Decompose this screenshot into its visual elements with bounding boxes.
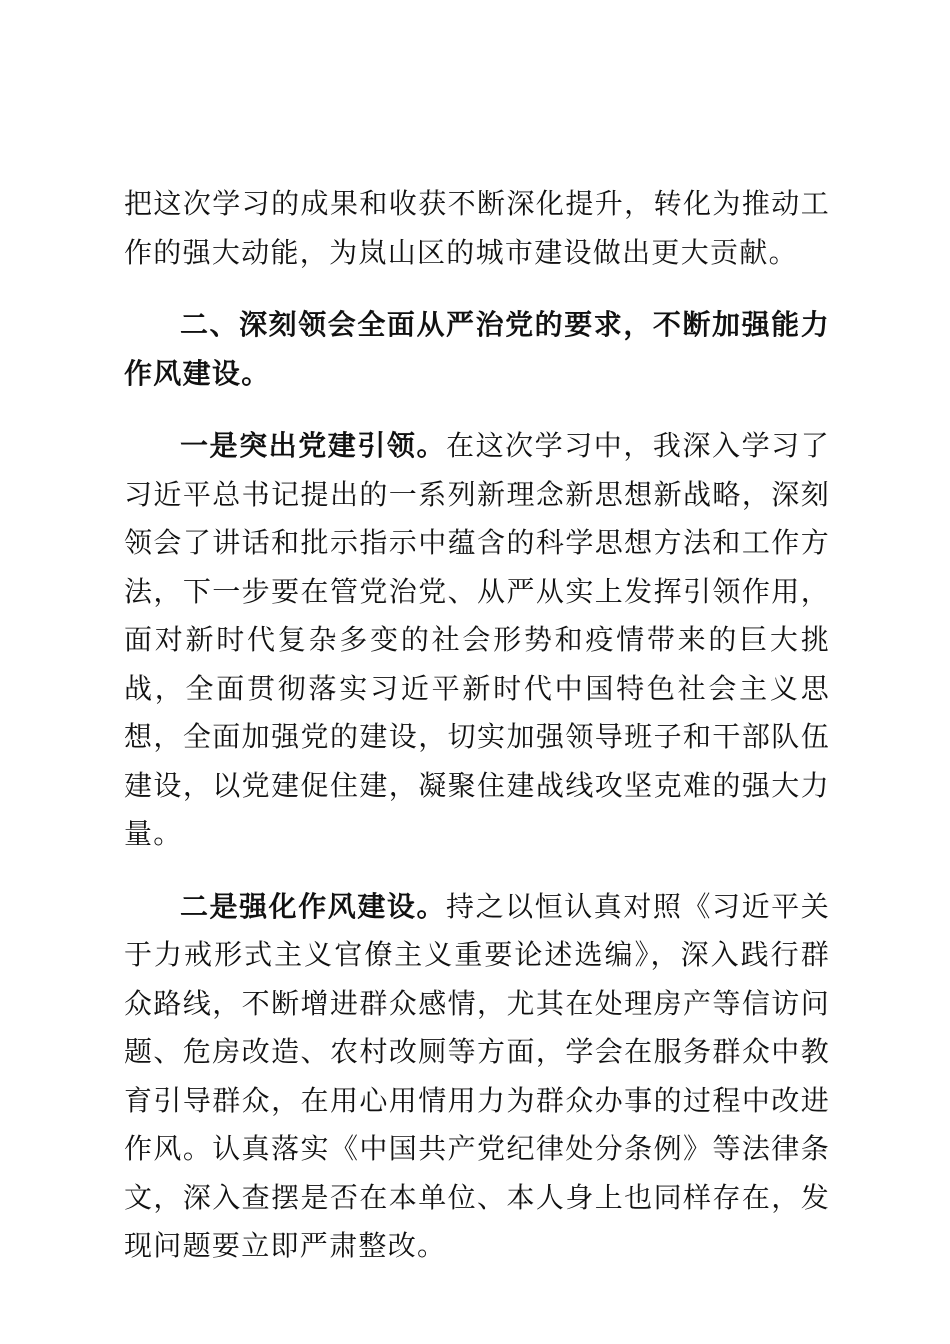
- paragraph-lead-work-style: 二是强化作风建设。: [180, 889, 447, 923]
- paragraph-body-party-building: 在这次学习中，我深入学习了习近平总书记提出的一系列新理念新思想新战略，深刻领会了讲话和批示指示中蕴含的科学思想方法和工作方法，下一步要在管党治党、从严从实上发挥引领作用，面对新时代复杂多变的社会形势和疫情带来的巨大挑战，全面贯彻落实习近平新时代中国特色社会主义思想，全面加强党的建设，切实加强领导班子和干部队伍建设，以党建促住建，凝聚住建战线攻坚克难的强大力量。: [124, 429, 830, 850]
- paragraph-body-work-style: 持之以恒认真对照《习近平关于力戒形式主义官僚主义重要论述选编》，深入践行群众路线，不断增进群众感情，尤其在处理房产等信访问题、危房改造、农村改厕等方面，学会在服务群众中教育引导群众，在用心用情用力为群众办事的过程中改进作风。认真落实《中国共产党纪律处分条例》等法律条文，深入查摆是否在本单位、本人身上也同样存在，发现问题要立即严肃整改。: [124, 889, 830, 1262]
- paragraph-party-building: [124, 422, 830, 859]
- paragraph-continuation: 把这次学习的成果和收获不断深化提升，转化为推动工作的强大动能，为岚山区的城市建设做出更大贡献。: [124, 187, 830, 269]
- paragraph-lead-party-building: 一是突出党建引领。: [180, 429, 447, 462]
- paragraph-work-style: [124, 883, 830, 1271]
- section-heading-2: 二、深刻领会全面从严治党的要求，不断加强能力作风建设。: [124, 308, 830, 390]
- document-page: [124, 180, 830, 1295]
